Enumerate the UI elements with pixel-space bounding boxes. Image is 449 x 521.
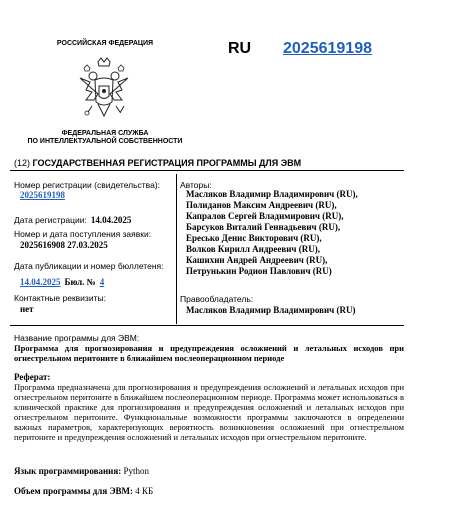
holder-value: Масляков Владимир Владимирович (RU) <box>186 305 356 315</box>
agency-country-label: РОССИЙСКАЯ ФЕДЕРАЦИЯ <box>56 40 154 47</box>
agency-name-line-2: ПО ИНТЕЛЛЕКТУАЛЬНОЙ СОБСТВЕННОСТИ <box>27 138 183 145</box>
author-item: Полиданов Максим Андреевич (RU), <box>186 200 337 210</box>
holder-label: Правообладатель: <box>180 294 254 304</box>
authors-list <box>186 189 358 277</box>
bibliographic-bottom-rule <box>10 325 404 326</box>
contacts-label: Контактные реквизиты: <box>14 293 106 303</box>
author-item: Петрунькин Родион Павлович (RU) <box>186 266 332 276</box>
title-code: (12) <box>14 158 31 168</box>
reg-date-value: 14.04.2025 <box>90 215 132 225</box>
reg-number-label: Номер регистрации (свидетельства): <box>14 180 161 190</box>
publication-date-link[interactable]: 14.04.2025 <box>20 277 61 287</box>
registration-number-link[interactable]: 2025619198 <box>283 40 372 57</box>
title-text: ГОСУДАРСТВЕННАЯ РЕГИСТРАЦИЯ ПРОГРАММЫ ДЛЯ ЭВМ <box>32 158 302 168</box>
country-code: RU <box>228 40 252 57</box>
double-headed-eagle-emblem-icon <box>76 56 132 126</box>
bulletin-number-link[interactable]: 4 <box>99 277 105 287</box>
author-item: Барсуков Виталий Геннадьевич (RU), <box>186 222 341 232</box>
size-value: 4 КБ <box>135 486 154 496</box>
column-divider <box>176 174 177 324</box>
authors-label: Авторы: <box>180 180 212 190</box>
publication-row <box>20 272 104 290</box>
author-item: Ересько Денис Викторович (RU), <box>186 233 322 243</box>
bulletin-label: Бюл. № <box>64 277 96 287</box>
publication-label: Дата публикации и номер бюллетеня: <box>14 261 164 271</box>
program-name-label: Название программы для ЭВМ: <box>14 333 140 343</box>
contacts-value: нет <box>20 304 34 314</box>
author-item: Капралов Сергей Владимирович (RU), <box>186 211 344 221</box>
reg-date-row <box>14 210 131 228</box>
document-title <box>14 158 434 168</box>
reg-number-link[interactable]: 2025619198 <box>20 190 65 200</box>
abstract-label: Реферат: <box>14 372 51 382</box>
title-rule <box>10 170 404 171</box>
author-item: Масляков Владимир Владимирович (RU), <box>186 189 358 199</box>
application-label: Номер и дата поступления заявки: <box>14 229 152 239</box>
agency-name-line-1: ФЕДЕРАЛЬНАЯ СЛУЖБА <box>61 130 149 137</box>
abstract-text: Программа предназначена для прогнозирования и предупреждения осложнений и летальных исходов при огнестрельном перитоните в ближайшем послеоперационном периоде. Программа может использоваться в клинической практике для прогнозирования и предупреждения осложнений и летальных исходов при огнестрельном перитоните. Функциональные возможности программы заключаются в определении важных параметров, характеризующих вероятность возникновения осложнений при огнестрельном перитоните и предупреждения осложнений и летальных исходов при огнестрельном перитоните. <box>14 382 404 442</box>
author-item: Кашихин Андрей Андреевич (RU), <box>186 255 328 265</box>
size-label: Объем программы для ЭВМ: <box>14 486 134 496</box>
author-item: Волков Кирилл Андреевич (RU), <box>186 244 320 254</box>
program-name-value: Программа для прогнозирования и предупреждения осложнений и летальных исходов при огнестрельном перитоните в ближайшем послеоперационном периоде <box>14 343 404 363</box>
reg-date-label: Дата регистрации: <box>14 215 87 225</box>
application-value: 2025616908 27.03.2025 <box>20 240 108 250</box>
agency-name-label <box>20 130 190 146</box>
language-row <box>14 466 149 476</box>
language-value: Python <box>123 466 149 476</box>
language-label: Язык программирования: <box>14 466 122 476</box>
size-row <box>14 486 153 496</box>
